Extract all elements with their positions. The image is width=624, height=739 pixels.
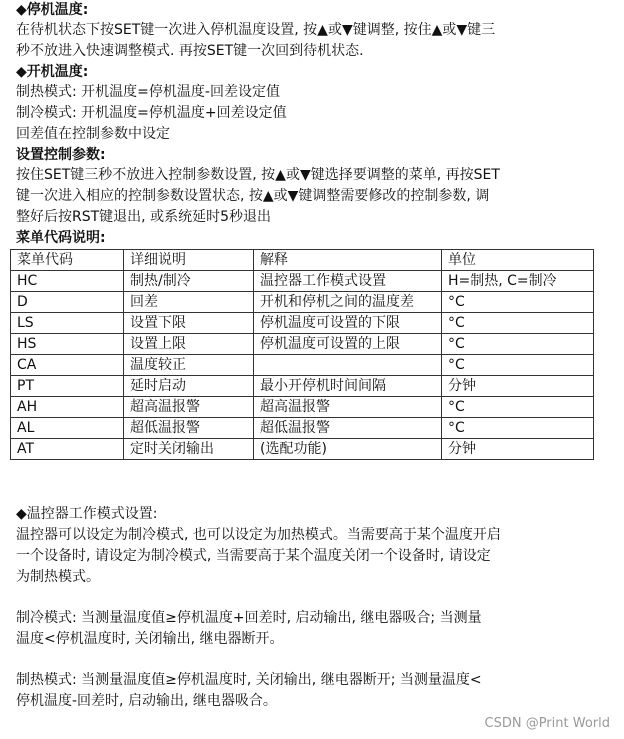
table-cell: AL: [11, 418, 124, 439]
table-cell: LS: [11, 313, 124, 334]
table-cell: °C: [442, 355, 594, 376]
work-mode-title: ◆温控器工作模式设置:: [16, 506, 158, 522]
table-cell: 设置下限: [124, 313, 254, 334]
table-row: [11, 271, 594, 292]
start-temp-heat-line: 制热模式: 开机温度=停机温度-回差设定值: [16, 84, 280, 100]
cool-mode-text-line: 温度<停机温度时, 关闭输出, 继电器断开。: [16, 631, 284, 647]
header-cell: 单位: [442, 250, 594, 271]
table-cell: 超高温报警: [124, 397, 254, 418]
table-cell: H=制热, C=制冷: [442, 271, 594, 292]
table-cell: 停机温度可设置的上限: [254, 334, 442, 355]
table-cell: 超低温报警: [254, 418, 442, 439]
header-cell: 详细说明: [124, 250, 254, 271]
table-cell: 最小开停机时间间隔: [254, 376, 442, 397]
table-cell: °C: [442, 313, 594, 334]
table-cell: °C: [442, 397, 594, 418]
table-cell: 回差: [124, 292, 254, 313]
table-row: [11, 334, 594, 355]
table-cell: AT: [11, 439, 124, 460]
table-cell: AH: [11, 397, 124, 418]
table-row: [11, 418, 594, 439]
control-params-text-line: 键一次进入相应的控制参数设置状态, 按▲或▼键调整需要修改的控制参数, 调: [16, 188, 490, 204]
table-cell: D: [11, 292, 124, 313]
start-temp-cool-line: 制冷模式: 开机温度=停机温度+回差设定值: [16, 105, 287, 121]
table-cell: 超高温报警: [254, 397, 442, 418]
table-cell: 超低温报警: [124, 418, 254, 439]
start-temp-note: 回差值在控制参数中设定: [16, 126, 170, 142]
table-cell: 分钟: [442, 376, 594, 397]
table-cell: 设置上限: [124, 334, 254, 355]
table-row: [11, 439, 594, 460]
start-temp-title: ◆开机温度:: [16, 64, 89, 80]
work-mode-text-line: 温控器可以设定为制冷模式, 也可以设定为加热模式。当需要高于某个温度开启: [16, 527, 501, 543]
table-row: [11, 397, 594, 418]
table-cell: (选配功能): [254, 439, 442, 460]
control-params-text-line: 整好后按RST键退出, 或系统延时5秒退出: [16, 209, 271, 225]
table-cell: °C: [442, 418, 594, 439]
table-cell: 开机和停机之间的温度差: [254, 292, 442, 313]
control-params-title: 设置控制参数:: [16, 147, 106, 163]
watermark: CSDN @Print World: [484, 716, 610, 731]
cool-mode-text-line: 制冷模式: 当测量温度值≥停机温度+回差时, 启动输出, 继电器吸合; 当测量: [16, 610, 482, 626]
table-cell: 分钟: [442, 439, 594, 460]
work-mode-text-line: 一个设备时, 请设定为制冷模式, 当需要高于某个温度关闭一个设备时, 请设定: [16, 548, 491, 564]
table-cell: 停机温度可设置的下限: [254, 313, 442, 334]
table-cell: [254, 355, 442, 376]
table-cell: 制热/制冷: [124, 271, 254, 292]
table-cell: °C: [442, 334, 594, 355]
table-header-row: [11, 250, 594, 271]
standby-temp-title: ◆停机温度:: [16, 2, 89, 18]
table-cell: CA: [11, 355, 124, 376]
table-cell: °C: [442, 292, 594, 313]
control-params-text-line: 按住SET键三秒不放进入控制参数设置, 按▲或▼键选择要调整的菜单, 再按SET: [16, 167, 500, 183]
table-row: [11, 355, 594, 376]
table-row: [11, 292, 594, 313]
table-cell: 温度较正: [124, 355, 254, 376]
table-cell: HS: [11, 334, 124, 355]
heat-mode-text-line: 制热模式: 当测量温度值≥停机温度时, 关闭输出, 继电器断开; 当测量温度<: [16, 672, 482, 688]
work-mode-text-line: 为制热模式。: [16, 569, 100, 585]
table-cell: 定时关闭输出: [124, 439, 254, 460]
standby-temp-text-line: 在待机状态下按SET键一次进入停机温度设置, 按▲或▼键调整, 按住▲或▼键三: [16, 22, 496, 38]
table-cell: 延时启动: [124, 376, 254, 397]
menu-codes-title: 菜单代码说明:: [16, 230, 106, 246]
table-cell: 温控器工作模式设置: [254, 271, 442, 292]
table-row: [11, 313, 594, 334]
header-cell: 菜单代码: [11, 250, 124, 271]
standby-temp-text-line: 秒不放进入快速调整模式. 再按SET键一次回到待机状态.: [16, 43, 364, 59]
heat-mode-text-line: 停机温度-回差时, 启动输出, 继电器吸合。: [16, 693, 277, 709]
header-cell: 解释: [254, 250, 442, 271]
table-cell: HC: [11, 271, 124, 292]
table-cell: PT: [11, 376, 124, 397]
table-row: [11, 376, 594, 397]
menu-code-table: [10, 249, 594, 460]
